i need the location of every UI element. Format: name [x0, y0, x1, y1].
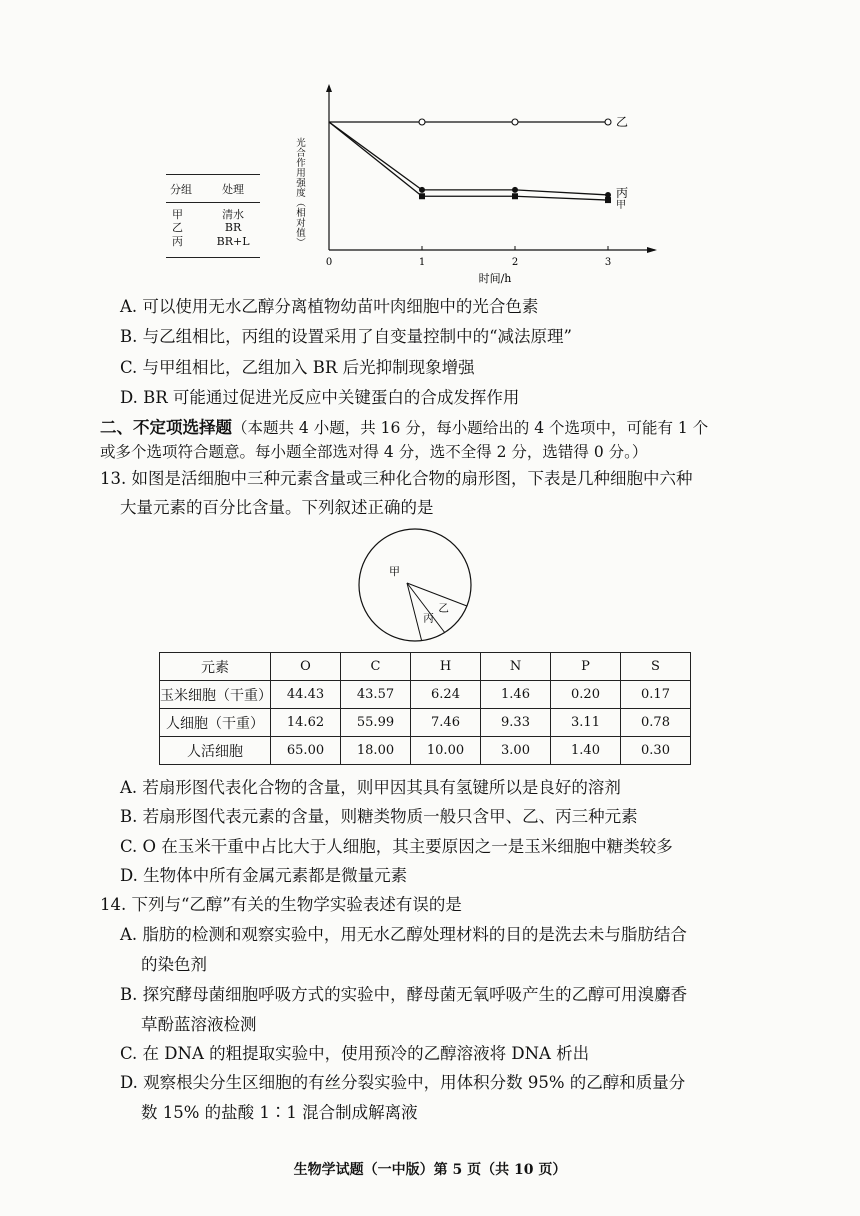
- table-cell: 1.40: [551, 737, 621, 765]
- table-cell: 0.20: [551, 681, 621, 709]
- q14-option-d-cont: 数 15% 的盐酸 1∶1 混合制成解离液: [141, 1103, 418, 1122]
- pie-label: 甲: [389, 565, 400, 578]
- y-axis-label-char: ︵: [296, 198, 306, 209]
- legend-header-treatment: 处理: [206, 175, 260, 203]
- chart-axes: [326, 84, 657, 253]
- table-row: [160, 709, 691, 737]
- q14-option-a: A. 脂肪的检测和观察实验中，用无水乙醇处理材料的目的是洗去未与脂肪结合: [120, 925, 687, 944]
- q14-option-b-cont: 草酚蓝溶液检测: [141, 1015, 257, 1034]
- q13-stem: 13. 如图是活细胞中三种元素含量或三种化合物的扇形图，下表是几种细胞中六种: [100, 469, 693, 488]
- table-cell: 1.46: [481, 681, 551, 709]
- data-point: [605, 119, 611, 125]
- q14-option-c: C. 在 DNA 的粗提取实验中，使用预冷的乙醇溶液将 DNA 析出: [120, 1044, 590, 1063]
- series-line: [329, 122, 608, 195]
- y-axis-label-char: ︶: [296, 238, 306, 249]
- page-footer: 生物学试题（一中版）第 5 页（共 10 页）: [293, 1162, 567, 1178]
- data-point: [512, 193, 518, 199]
- pie-outline: [359, 529, 471, 641]
- element-pie-chart: [350, 527, 480, 645]
- table-cell: 0.78: [621, 709, 691, 737]
- y-axis-label-char: 对: [296, 218, 306, 229]
- legend-treatment: BR: [224, 221, 242, 234]
- q13-option-b: B. 若扇形图代表元素的含量，则糖类物质一般只含甲、乙、丙三种元素: [120, 807, 638, 826]
- q13-option-c: C. O 在玉米干重中占比大于人细胞，其主要原因之一是玉米细胞中糖类较多: [120, 837, 673, 856]
- table-cell: 55.99: [341, 709, 411, 737]
- table-cell: 3.00: [481, 737, 551, 765]
- y-axis-label-char: 强: [296, 178, 306, 189]
- data-point: [419, 119, 425, 125]
- x-axis-label: 时间/h: [478, 272, 512, 285]
- table-cell: 0.30: [621, 737, 691, 765]
- q12-option-c: C. 与甲组相比，乙组加入 BR 后光抑制现象增强: [120, 358, 475, 377]
- legend-group: 乙: [172, 221, 183, 234]
- y-axis-arrow: [326, 84, 332, 92]
- legend-header-group: 分组: [166, 175, 206, 203]
- table-header-row: [160, 653, 691, 681]
- table-header-cell: P: [551, 653, 621, 681]
- q13-option-a: A. 若扇形图代表化合物的含量，则甲因其具有氢键所以是良好的溶剂: [120, 778, 621, 797]
- data-point: [512, 187, 518, 193]
- pie-label: 乙: [438, 602, 449, 615]
- treatment-legend-table: [166, 174, 260, 258]
- data-point: [419, 193, 425, 199]
- q14-option-d: D. 观察根尖分生区细胞的有丝分裂实验中，用体积分数 95% 的乙醇和质量分: [120, 1073, 686, 1092]
- table-row: [160, 737, 691, 765]
- table-row: [160, 681, 691, 709]
- table-header-cell: H: [411, 653, 481, 681]
- table-header-cell: 元素: [160, 653, 271, 681]
- series-label: 丙: [616, 185, 629, 200]
- q13-stem-cont: 大量元素的百分比含量。下列叙述正确的是: [120, 498, 434, 517]
- x-axis-arrow: [647, 247, 657, 253]
- x-tick-label: 3: [604, 257, 612, 268]
- q14-option-a-cont: 的染色剂: [141, 955, 207, 974]
- table-cell: 18.00: [341, 737, 411, 765]
- table-cell: 人细胞（干重）: [160, 709, 271, 737]
- y-axis-label-char: 光: [296, 138, 306, 149]
- q12-option-a: A. 可以使用无水乙醇分离植物幼苗叶肉细胞中的光合色素: [120, 297, 539, 316]
- q14-stem: 14. 下列与“乙醇”有关的生物学实验表述有误的是: [100, 895, 462, 914]
- table-cell: 0.17: [621, 681, 691, 709]
- y-axis-label-char: 用: [296, 168, 306, 179]
- table-cell: 9.33: [481, 709, 551, 737]
- table-cell: 7.46: [411, 709, 481, 737]
- pie-labels: [389, 565, 449, 625]
- table-cell: 10.00: [411, 737, 481, 765]
- chart-series: [329, 115, 628, 211]
- legend-group: 丙: [172, 235, 183, 248]
- pie-label: 丙: [423, 612, 434, 625]
- x-tick-label: 0: [325, 257, 333, 268]
- series-label: 乙: [616, 115, 629, 129]
- legend-group: 甲: [172, 208, 183, 221]
- section-2-note: （本题共 4 小题，共 16 分，每小题给出的 4 个选项中，可能有 1 个: [232, 419, 709, 437]
- y-axis-label-char: 相: [296, 208, 306, 219]
- q12-option-b: B. 与乙组相比，丙组的设置采用了自变量控制中的“减法原理”: [120, 327, 572, 346]
- table-header-cell: C: [341, 653, 411, 681]
- table-header-cell: N: [481, 653, 551, 681]
- data-point: [512, 119, 518, 125]
- table-cell: 14.62: [271, 709, 341, 737]
- table-cell: 3.11: [551, 709, 621, 737]
- q12-option-d: D. BR 可能通过促进光反应中关键蛋白的合成发挥作用: [120, 388, 520, 407]
- pie-slices: [359, 529, 471, 641]
- table-cell: 43.57: [341, 681, 411, 709]
- pie-slice-edge: [407, 583, 422, 641]
- y-axis-label-char: 作: [296, 158, 306, 169]
- photosynthesis-line-chart: [285, 82, 665, 288]
- y-axis-label-char: 值: [296, 228, 306, 239]
- table-header-cell: S: [621, 653, 691, 681]
- y-axis-label-char: 度: [296, 188, 306, 199]
- q14-option-b: B. 探究酵母菌细胞呼吸方式的实验中，酵母菌无氧呼吸产生的乙醇可用溴麝香: [120, 985, 688, 1004]
- table-cell: 65.00: [271, 737, 341, 765]
- element-content-table: [159, 652, 691, 765]
- data-point: [419, 187, 425, 193]
- section-2-heading: [100, 417, 708, 439]
- table-cell: 44.43: [271, 681, 341, 709]
- table-cell: 玉米细胞（干重）: [160, 681, 271, 709]
- y-axis-label: [296, 137, 306, 249]
- q13-option-d: D. 生物体中所有金属元素都是微量元素: [120, 866, 408, 885]
- legend-treatment: BR+L: [216, 235, 250, 248]
- section-2-title: 二、不定项选择题: [100, 418, 232, 437]
- x-tick-label: 1: [418, 257, 426, 268]
- section-2-note-cont: 或多个选项符合题意。每小题全部选对得 4 分，选不全得 2 分，选错得 0 分。）: [100, 443, 648, 461]
- series-label: 甲: [616, 200, 626, 212]
- chart-tick-labels: [326, 246, 611, 268]
- table-cell: 6.24: [411, 681, 481, 709]
- legend-treatment: 清水: [222, 208, 245, 221]
- table-cell: 人活细胞: [160, 737, 271, 765]
- y-axis-label-char: 合: [296, 148, 306, 159]
- table-header-cell: O: [271, 653, 341, 681]
- x-tick-label: 2: [511, 257, 519, 268]
- data-point: [605, 197, 611, 203]
- series-line: [329, 122, 608, 200]
- data-point: [605, 192, 611, 198]
